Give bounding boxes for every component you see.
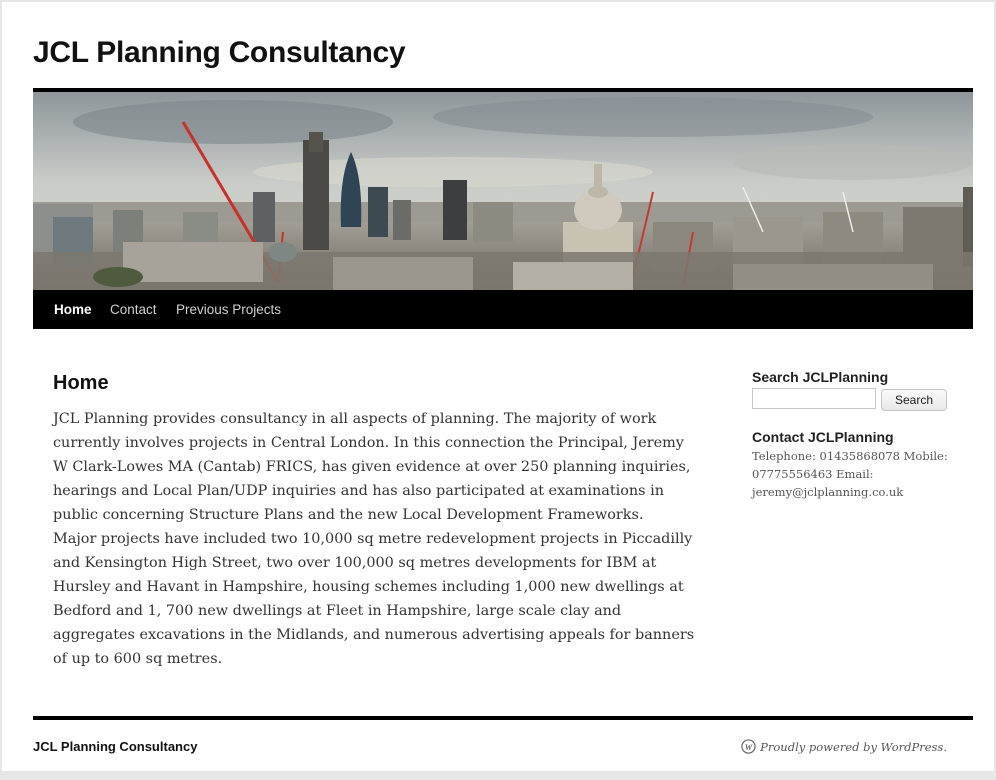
powered-by-text: Proudly powered by WordPress. [760,739,947,754]
page [2,2,994,771]
content-paragraph: JCL Planning provides consultancy in all aspects of planning. The majority of work currently involves projects in Central London. In this connection the Principal, Jeremy W Clark-Lowes MA (Cantab) FRICS, has given evidence at over 250 planning inquiries, hearings and Local Plan/UDP inquiries and has also participated at examinations in public concerning Structure Plans and the new Local Development Frameworks. [53,411,691,523]
svg-text:W: W [744,741,753,752]
header-banner-image [33,92,973,292]
search-widget-title: Search JCLPlanning [752,369,889,385]
page-content [53,407,703,671]
powered-by-link[interactable] [741,739,947,754]
wordpress-icon [741,739,756,754]
london-skyline-photo [33,92,973,292]
contact-widget-title: Contact JCLPlanning [752,429,894,445]
site-title[interactable]: JCL Planning Consultancy [33,36,406,69]
page-title: Home [53,372,109,394]
nav-item-home[interactable]: Home [54,302,92,317]
footer-site-link[interactable]: JCL Planning Consultancy [33,739,198,754]
nav-item-contact[interactable]: Contact [110,302,157,317]
search-input[interactable] [752,388,876,409]
contact-details: Telephone: 01435868078 Mobile: 07775556463 Email: jeremy@jclplanning.co.uk [752,449,948,499]
main-navigation [33,290,973,329]
footer-divider [33,716,973,720]
content-paragraph: Major projects have included two 10,000 sq metre redevelopment projects in Piccadilly and Kensington High Street, two over 100,000 sq metres developments for IBM at Hursley and Havant in Hampshire, housing schemes including 1,000 new dwellings at Bedford and 1, 700 new dwellings at Fleet in Hampshire, large scale clay and aggregates excavations in the Midlands, and numerous advertising appeals for banners of up to 600 sq metres. [53,531,695,667]
search-button[interactable]: Search [881,389,947,411]
nav-item-previous-projects[interactable]: Previous Projects [176,302,282,317]
